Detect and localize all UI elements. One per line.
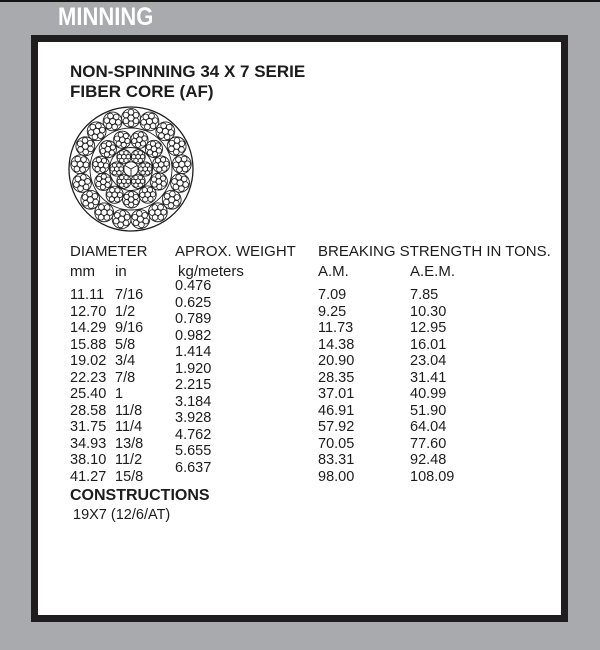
cell-strength-aem: 10.30: [410, 303, 447, 320]
cell-strength-aem: 64.04: [410, 419, 447, 435]
sheet-heading: [70, 62, 305, 102]
cell-weight-kg: 1.414: [175, 344, 212, 360]
cell-diameter-mm: 34.93: [70, 435, 107, 452]
cell-diameter-in: 11/8: [115, 402, 143, 419]
cell-diameter-mm: 15.88: [70, 336, 107, 353]
cell-diameter-in: 13/8: [115, 435, 144, 452]
cell-diameter-in: 5/8: [115, 336, 136, 353]
cell-strength-am: 9.25: [318, 303, 347, 320]
page-title: MINNING: [58, 3, 154, 31]
cell-weight-kg: 0.789: [175, 311, 212, 327]
subheader-mm: mm: [70, 263, 95, 280]
constructions-value: 19X7 (12/6/AT): [73, 507, 171, 523]
heading-line1: NON-SPINNING 34 X 7 SERIE: [70, 62, 306, 81]
column-strength-am: [318, 287, 354, 485]
cell-diameter-in: 7/16: [115, 287, 144, 303]
cell-diameter-mm: 41.27: [70, 468, 107, 485]
wire-rope-cross-section-diagram: [64, 106, 198, 233]
subheader-am: A.M.: [318, 263, 349, 280]
cell-diameter-in: 1: [115, 386, 124, 402]
cell-diameter-in: 3/4: [115, 353, 136, 369]
cell-strength-aem: 23.04: [410, 353, 447, 369]
cell-diameter-mm: 38.10: [70, 452, 107, 468]
cell-weight-kg: 3.928: [175, 410, 212, 426]
cell-strength-am: 28.35: [318, 369, 355, 386]
spec-sheet: [31, 35, 568, 622]
cell-strength-am: 98.00: [318, 468, 355, 485]
cell-strength-am: 46.91: [318, 402, 355, 419]
cell-diameter-in: 11/2: [115, 452, 143, 468]
cell-strength-am: 20.90: [318, 353, 355, 369]
cell-diameter-in: 15/8: [115, 468, 144, 485]
cell-diameter-mm: 22.23: [70, 369, 107, 386]
cell-diameter-in: 1/2: [115, 303, 136, 320]
cell-diameter-mm: 25.40: [70, 386, 107, 402]
cell-strength-aem: 40.99: [410, 386, 447, 402]
cell-strength-am: 14.38: [318, 336, 355, 353]
column-weight-kg: [175, 278, 211, 476]
cell-weight-kg: 0.476: [175, 278, 212, 294]
cell-diameter-mm: 31.75: [70, 419, 107, 435]
cell-diameter-mm: 12.70: [70, 303, 107, 320]
cell-weight-kg: 4.762: [175, 426, 212, 443]
cell-weight-kg: 0.625: [175, 294, 212, 311]
column-strength-aem: [410, 287, 454, 485]
page-top-edge: [0, 0, 600, 2]
column-diameter-in: [115, 287, 143, 485]
cell-diameter-mm: 19.02: [70, 353, 107, 369]
subheader-aem: A.E.M.: [410, 263, 456, 280]
cell-strength-am: 57.92: [318, 419, 355, 435]
cell-strength-aem: 92.48: [410, 452, 447, 468]
subheader-kg-meters: kg/meters: [178, 263, 244, 280]
column-group-weight: APROX. WEIGHT: [175, 243, 296, 260]
cell-strength-aem: 51.90: [410, 402, 447, 419]
column-group-breaking-strength: BREAKING STRENGTH IN TONS.: [318, 243, 551, 260]
cell-diameter-in: 7/8: [115, 369, 136, 386]
cell-strength-aem: 7.85: [410, 287, 439, 303]
cell-strength-am: 37.01: [318, 386, 355, 402]
cell-weight-kg: 1.920: [175, 360, 212, 377]
cell-strength-am: 70.05: [318, 435, 355, 452]
cell-diameter-in: 9/16: [115, 320, 144, 336]
heading-line2: FIBER CORE (AF): [70, 82, 214, 101]
cell-weight-kg: 0.982: [175, 327, 212, 344]
cell-weight-kg: 6.637: [175, 459, 212, 476]
column-diameter-mm: [70, 287, 106, 485]
column-group-diameter: DIAMETER: [70, 243, 148, 260]
cell-diameter-in: 11/4: [115, 419, 143, 435]
constructions-heading: CONSTRUCTIONS: [70, 487, 210, 504]
cell-diameter-mm: 11.11: [70, 287, 105, 303]
cell-diameter-mm: 14.29: [70, 320, 107, 336]
cell-weight-kg: 2.215: [175, 377, 212, 393]
cell-strength-aem: 12.95: [410, 320, 447, 336]
cell-strength-am: 11.73: [318, 320, 354, 336]
cell-strength-am: 7.09: [318, 287, 347, 303]
cell-strength-aem: 77.60: [410, 435, 447, 452]
cell-strength-aem: 108.09: [410, 468, 455, 485]
cell-diameter-mm: 28.58: [70, 402, 107, 419]
cell-weight-kg: 3.184: [175, 393, 212, 410]
subheader-in: in: [115, 263, 127, 280]
cell-weight-kg: 5.655: [175, 443, 212, 459]
cell-strength-aem: 16.01: [410, 336, 447, 353]
cell-strength-am: 83.31: [318, 452, 355, 468]
cell-strength-aem: 31.41: [410, 369, 447, 386]
